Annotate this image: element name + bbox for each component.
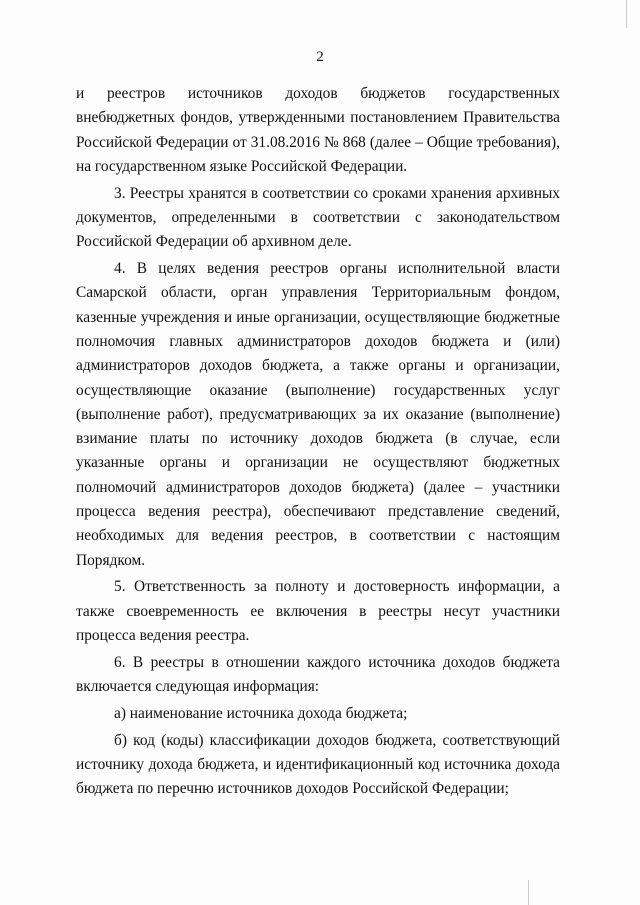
scan-artifact-line: [528, 880, 529, 905]
page-number: 2: [316, 49, 324, 65]
subitem-a: а) наименование источника дохода бюджета;: [114, 704, 408, 722]
paragraph-continuation: и реестров источников доходов бюджетов государственных внебюджетных фондов, утвержденными постановлением Правительства Российской Федерации от 31.08.2016 № 868 (далее – Общие требования), на государственном языке Российской Федерации.: [76, 85, 560, 175]
paragraph-item-4: 4. В целях ведения реестров органы исполнительной власти Самарской области, орган управления Территориальным фондом, казенные учреждения и иные организации, осуществляющие бюджетные полномочия главных администраторов доходов бюджета и (или) администраторов доходов бюджета, а также органы и организации, осуществляющие оказание (выполнение) государственных услуг (выполнение работ), предусматривающих за их оказание (выполнение) взимание платы по источнику доходов бюджета (в случае, если указанные органы и организации не осуществляют бюджетных полномочий администраторов доходов бюджета) (далее – участники процесса ведения реестра), обеспечивают представление сведений, необходимых для ведения реестров, в соответствии с настоящим Порядком.: [76, 260, 560, 569]
document-body: [76, 82, 560, 804]
scan-artifact-line: [626, 0, 627, 28]
paragraph-item-5: 5. Ответственность за полноту и достоверность информации, а также своевременность ее включения в реестры несут участники процесса ведения реестра.: [76, 578, 560, 645]
paragraph-item-6: 6. В реестры в отношении каждого источника доходов бюджета включается следующая информация:: [76, 653, 560, 696]
subitem-b: б) код (коды) классификации доходов бюджета, соответствующий источнику дохода бюджета, и идентификационный код источника дохода бюджета по перечню источников доходов Российской Федерации;: [76, 731, 560, 798]
paragraph-item-3: 3. Реестры хранятся в соответствии со сроками хранения архивных документов, определенными в соответствии с законодательством Российской Федерации об архивном деле.: [76, 184, 560, 251]
